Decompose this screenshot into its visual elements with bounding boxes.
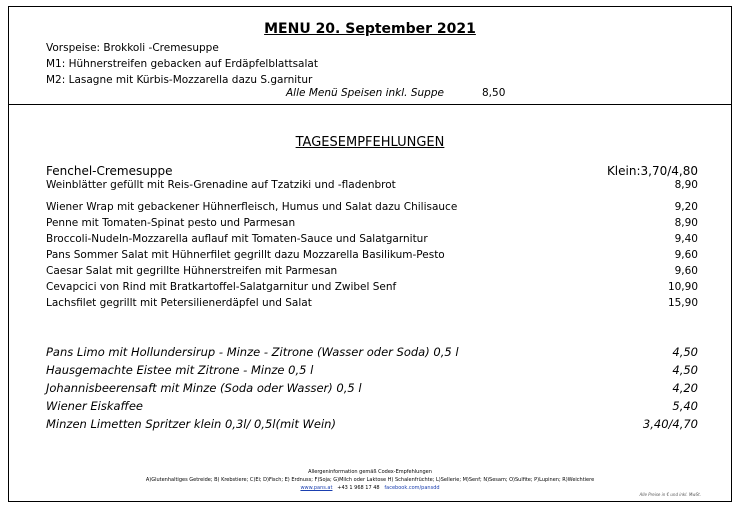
- dish-price: 9,60: [674, 249, 698, 261]
- menu-title: MENU 20. September 2021: [264, 21, 476, 37]
- allergen-title: Allergeninformation gemäß Codex-Empfehlungen: [308, 469, 432, 475]
- dish-price: 9,20: [674, 201, 698, 213]
- drink-name: Pans Limo mit Hollundersirup - Minze - Zitrone (Wasser oder Soda) 0,5 l: [46, 345, 459, 359]
- phone-number: +43 1 968 17 48: [337, 485, 380, 491]
- drink-name: Minzen Limetten Spritzer klein 0,3l/ 0,5l(mit Wein): [46, 417, 336, 431]
- menu-sheet: [8, 6, 732, 502]
- dish-name: Broccoli-Nudeln-Mozzarella auflauf mit Tomaten-Sauce und Salatgarnitur: [46, 233, 428, 245]
- drink-price: 4,50: [672, 363, 698, 377]
- dish-price: 9,40: [674, 233, 698, 245]
- dish-name: Penne mit Tomaten-Spinat pesto und Parmesan: [46, 217, 296, 229]
- menu-m2-line: M2: Lasagne mit Kürbis-Mozzarella dazu S.garnitur: [46, 74, 313, 86]
- facebook-link[interactable]: facebook.com/pansdd: [384, 485, 440, 491]
- drink-price: 3,40/4,70: [642, 417, 698, 431]
- drink-name: Wiener Eiskaffee: [46, 399, 143, 413]
- dish-price: 8,90: [674, 217, 698, 229]
- dish-price: 8,90: [674, 179, 698, 191]
- dish-name: Fenchel-Cremesuppe: [46, 164, 173, 178]
- dish-name: Wiener Wrap mit gebackener Hühnerfleisch, Humus und Salat dazu Chilisauce: [46, 201, 458, 213]
- menu-price: 8,50: [482, 87, 506, 99]
- dish-name: Cevapcici von Rind mit Bratkartoffel-Salatgarnitur und Zwibel Senf: [46, 281, 397, 293]
- website-link[interactable]: www.pans.at: [300, 485, 333, 491]
- dish-name: Lachsfilet gegrillt mit Petersilienerdäpfel und Salat: [46, 297, 312, 309]
- drink-price: 4,50: [672, 345, 698, 359]
- drink-price: 4,20: [672, 381, 698, 395]
- menu-soup-note: Alle Menü Speisen inkl. Suppe: [286, 87, 444, 99]
- starter-line: Vorspeise: Brokkoli -Cremesuppe: [46, 42, 219, 54]
- daily-menu-box: [9, 7, 731, 105]
- menu-m1-line: M1: Hühnerstreifen gebacken auf Erdäpfelblattsalat: [46, 58, 318, 70]
- dish-name: Weinblätter gefüllt mit Reis-Grenadine auf Tzatziki und -fladenbrot: [46, 179, 396, 191]
- drink-name: Hausgemachte Eistee mit Zitrone - Minze 0,5 l: [46, 363, 314, 377]
- dish-price: Klein:3,70/4,80: [606, 164, 698, 178]
- dish-name: Pans Sommer Salat mit Hühnerfilet gegrillt dazu Mozzarella Basilikum-Pesto: [46, 249, 445, 261]
- recommendations-title: TAGESEMPFEHLUNGEN: [295, 135, 445, 150]
- price-fine-print: Alle Preise in € und inkl. MwSt.: [639, 492, 701, 497]
- drink-price: 5,40: [672, 399, 698, 413]
- dish-price: 9,60: [674, 265, 698, 277]
- drink-name: Johannisbeerensaft mit Minze (Soda oder Wasser) 0,5 l: [46, 381, 362, 395]
- allergen-codes: A)Glutenhaltiges Getreide; B) Krebstiere; C)Ei; D)Fisch; E) Erdnuss; F)Soja; G)Milch oder Laktose H) Schalenfrüchte; L)Sellerie; M)Senf; N)Sesam; O)Sulfite; P)Lupinen; R)Weichtiere: [145, 477, 595, 483]
- dish-price: 15,90: [667, 297, 698, 309]
- contact-line: [9, 485, 731, 491]
- dish-name: Caesar Salat mit gegrillte Hühnerstreifen mit Parmesan: [46, 265, 338, 277]
- dish-price: 10,90: [667, 281, 698, 293]
